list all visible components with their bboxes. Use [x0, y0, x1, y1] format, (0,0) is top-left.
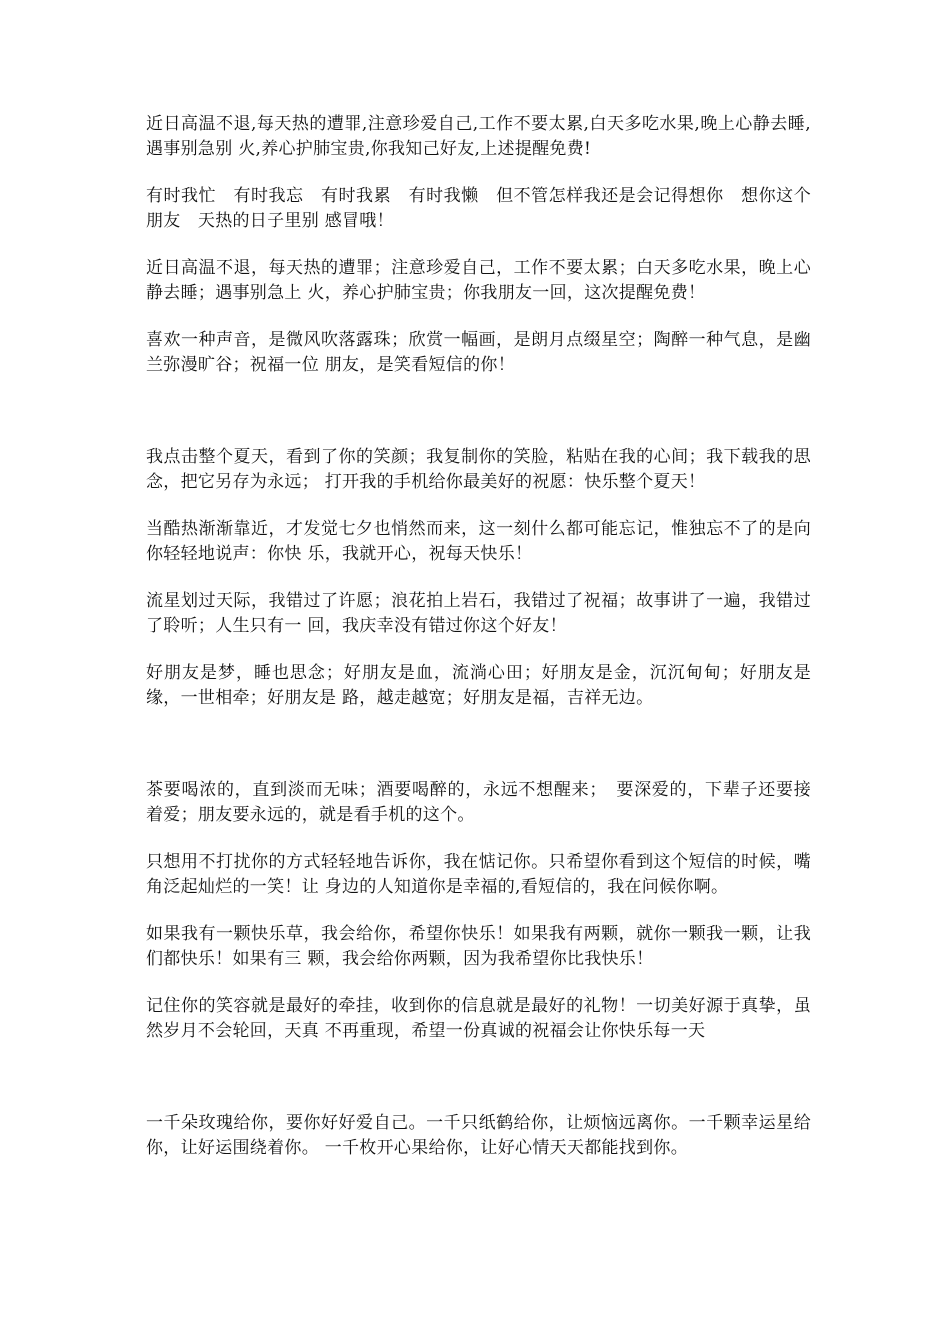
paragraph-7: 流星划过天际，我错过了许愿；浪花拍上岩石，我错过了祝福；故事讲了一遍，我错过了聆听；人生只有一 回，我庆幸没有错过你这个好友！ [146, 591, 811, 636]
paragraph-9: 茶要喝浓的，直到淡而无味；酒要喝醉的，永远不想醒来； 要深爱的，下辈子还要接着爱；朋友要永远的，就是看手机的这个。 [146, 780, 811, 825]
paragraph-8: 好朋友是梦，睡也思念；好朋友是血，流淌心田；好朋友是金，沉沉甸甸；好朋友是缘，一世相牵；好朋友是 路，越走越宽；好朋友是福，吉祥无边。 [146, 663, 811, 708]
paragraph-6: 当酷热渐渐靠近，才发觉七夕也悄然而来，这一刻什么都可能忘记，惟独忘不了的是向你轻轻地说声：你快 乐，我就开心，祝每天快乐！ [146, 519, 811, 564]
paragraph-1: 近日高温不退,每天热的遭罪,注意珍爱自己,工作不要太累,白天多吃水果,晚上心静去睡,遇事别急别 火,养心护肺宝贵,你我知己好友,上述提醒免费! [146, 114, 811, 159]
document-body [146, 112, 811, 1161]
paragraph-4: 喜欢一种声音，是微风吹落露珠；欣赏一幅画，是朗月点缀星空；陶醉一种气息，是幽兰弥漫旷谷；祝福一位 朋友，是笑看短信的你！ [146, 330, 811, 375]
paragraph-5: 我点击整个夏天，看到了你的笑颜；我复制你的笑脸，粘贴在我的心间；我下载我的思念，把它另存为永远； 打开我的手机给你最美好的祝愿：快乐整个夏天！ [146, 447, 811, 492]
paragraph-10: 只想用不打扰你的方式轻轻地告诉你，我在惦记你。只希望你看到这个短信的时候，嘴角泛起灿烂的一笑！让 身边的人知道你是幸福的,看短信的，我在问候你啊。 [146, 852, 811, 897]
paragraph-2: 有时我忙 有时我忘 有时我累 有时我懒 但不管怎样我还是会记得想你 想你这个朋友 天热的日子里别 感冒哦！ [146, 186, 811, 231]
paragraph-3: 近日高温不退，每天热的遭罪；注意珍爱自己，工作不要太累；白天多吃水果，晚上心静去睡；遇事别急上 火，养心护肺宝贵；你我朋友一回，这次提醒免费！ [146, 258, 811, 303]
paragraph-11: 如果我有一颗快乐草，我会给你，希望你快乐！如果我有两颗，就你一颗我一颗，让我们都快乐！如果有三 颗，我会给你两颗，因为我希望你比我快乐！ [146, 924, 811, 969]
paragraph-12: 记住你的笑容就是最好的牵挂，收到你的信息就是最好的礼物！一切美好源于真挚，虽然岁月不会轮回，天真 不再重现，希望一份真诚的祝福会让你快乐每一天 [146, 996, 811, 1041]
paragraph-13: 一千朵玫瑰给你，要你好好爱自己。一千只纸鹤给你，让烦恼远离你。一千颗幸运星给你，让好运围绕着你。 一千枚开心果给你，让好心情天天都能找到你。 [146, 1113, 811, 1158]
